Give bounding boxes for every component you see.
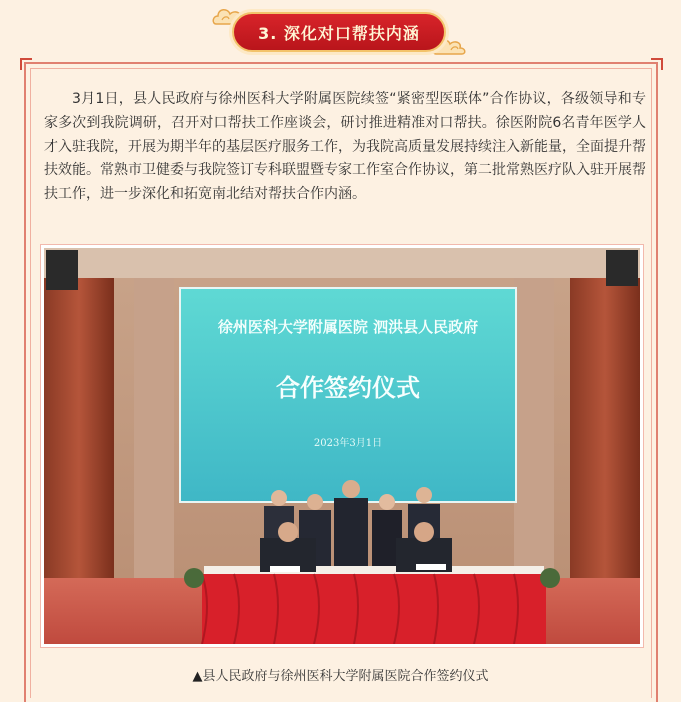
section-header — [0, 0, 681, 62]
screen-title-text: 徐州医科大学附属医院 泗洪县人民政府 — [217, 318, 479, 336]
photo-caption — [0, 665, 681, 684]
section-title: 3. 深化对口帮扶内涵 — [258, 23, 420, 43]
frame-corner-tl — [20, 58, 32, 70]
screen-date-text: 2023年3月1日 — [313, 438, 383, 449]
screen-ceremony-text: 合作签约仪式 — [276, 373, 420, 402]
caption-text: 县人民政府与徐州医科大学附属医院合作签约仪式 — [202, 669, 489, 684]
signing-ceremony-photo — [44, 248, 640, 644]
section-title-banner — [232, 12, 446, 52]
caption-marker: ▲ — [192, 669, 203, 684]
article-paragraph: 3月1日，县人民政府与徐州医科大学附属医院续签“紧密型医联体”合作协议，各级领导和专家多次到我院调研，召开对口帮扶工作座谈会，研讨推进精准对口帮扶。徐医附院6名青年医学人才入驻我院，开展为期半年的基层医疗服务工作，为我院高质量发展持续注入新能量，全面提升帮扶效能。常熟市卫健委与我院签订专科联盟暨专家工作室合作协议，第二批常熟医疗队入驻开展帮扶工作，进一步深化和拓宽南北结对帮扶合作内涵。 — [44, 91, 646, 203]
frame-corner-tr — [651, 58, 663, 70]
